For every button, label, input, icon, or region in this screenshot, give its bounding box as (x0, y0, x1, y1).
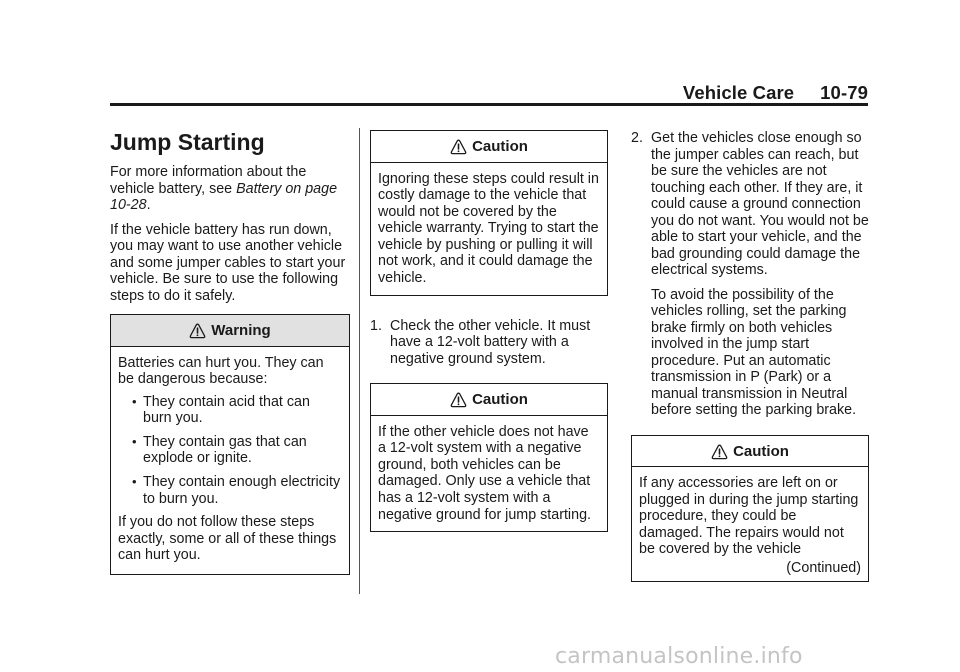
warning-header (111, 315, 349, 347)
caution-box-2 (370, 383, 608, 532)
page-title: Jump Starting (110, 129, 265, 155)
warning-closing: If you do not follow these steps exactly, some or all of these things can hurt you. (118, 514, 337, 564)
caution-label: Caution (472, 391, 528, 409)
caution-text: If any accessories are left on or plugged in during the jump starting procedure, they could be damaged. The repairs would not be covered by the vehicle (639, 475, 859, 558)
caution-box-3 (631, 435, 869, 582)
caution-label: Caution (733, 442, 789, 460)
caution-text: Ignoring these steps could result in costly damage to the vehicle that would not be covered by the vehicle warranty. Trying to start the vehicle by pushing or pulling it will not work, and it could damage the vehicle. (378, 170, 599, 287)
column-left (110, 126, 350, 589)
caution-header (371, 131, 607, 163)
run-down-paragraph: If the vehicle battery has run down, you may want to use another vehicle and some jumper cables to start your vehicle. Be sure to use the following steps to do it safely. (110, 221, 346, 304)
steps-list (370, 318, 608, 368)
caution-header (371, 384, 607, 416)
caution-text: If the other vehicle does not have a 12-volt system with a negative ground, both vehicles can be damaged. Only use a vehicle that has a 12-volt system with a negative ground for jump starting. (378, 423, 591, 523)
alert-triangle-icon (450, 139, 467, 155)
caution-header (632, 436, 868, 468)
list-item: • They contain enough electricity to burn you. (132, 474, 341, 507)
alert-triangle-icon (711, 444, 728, 460)
list-item: • They contain acid that can burn you. (132, 393, 310, 427)
alert-triangle-icon (450, 392, 467, 408)
warning-body (111, 347, 349, 575)
page-header (110, 82, 868, 104)
continued-label: (Continued) (786, 559, 861, 576)
page-number: 10-79 (820, 82, 868, 103)
header-rule (110, 103, 868, 106)
alert-triangle-icon (189, 323, 206, 339)
caution-body (371, 416, 607, 532)
battery-reference-link[interactable]: Battery on page 10-28 (110, 180, 338, 213)
steps-list (631, 130, 869, 419)
warning-box (110, 314, 350, 575)
column-middle (370, 130, 608, 546)
warning-text: Batteries can hurt you. They can be dangerous because: (118, 354, 324, 388)
caution-box-1 (370, 130, 608, 296)
warning-bullets (118, 394, 342, 508)
intro-paragraph: For more information about the vehicle battery, see Battery on page 10-28. (110, 164, 338, 213)
step-item: 1. Check the other vehicle. It must have a 12-volt battery with a negative ground system. (370, 317, 591, 367)
caution-label: Caution (472, 138, 528, 155)
step-item: 2. Get the vehicles close enough so the jumper cables can reach, but be sure the vehicles are not touching each other. If they are, it could cause a ground connection you do not want. You would not be able to start your vehicle, and the bad grounding could damage the electrical systems. To avoid the possibility of the vehicles rolling, set the parking brake firmly on both vehicles involved in the jump start procedure. Put an automatic transmission in P (Park) or a manual transmission in Neutral before setting the parking brake. (631, 130, 869, 418)
caution-body (371, 163, 607, 295)
caution-body (632, 467, 868, 581)
step-subparagraph: To avoid the possibility of the vehicles rolling, set the parking brake firmly on both vehicles involved in the jump start procedure. Put an automatic transmission in P (Park) or a manual transmission in Neutral before setting the parking brake. (651, 286, 857, 418)
section-title: Vehicle Care (682, 82, 795, 103)
column-divider (359, 128, 360, 594)
warning-label: Warning (211, 322, 271, 339)
list-item: • They contain gas that can explode or ignite. (132, 433, 307, 467)
column-right (631, 130, 869, 596)
watermark: carmanualsonline.info (555, 644, 803, 669)
